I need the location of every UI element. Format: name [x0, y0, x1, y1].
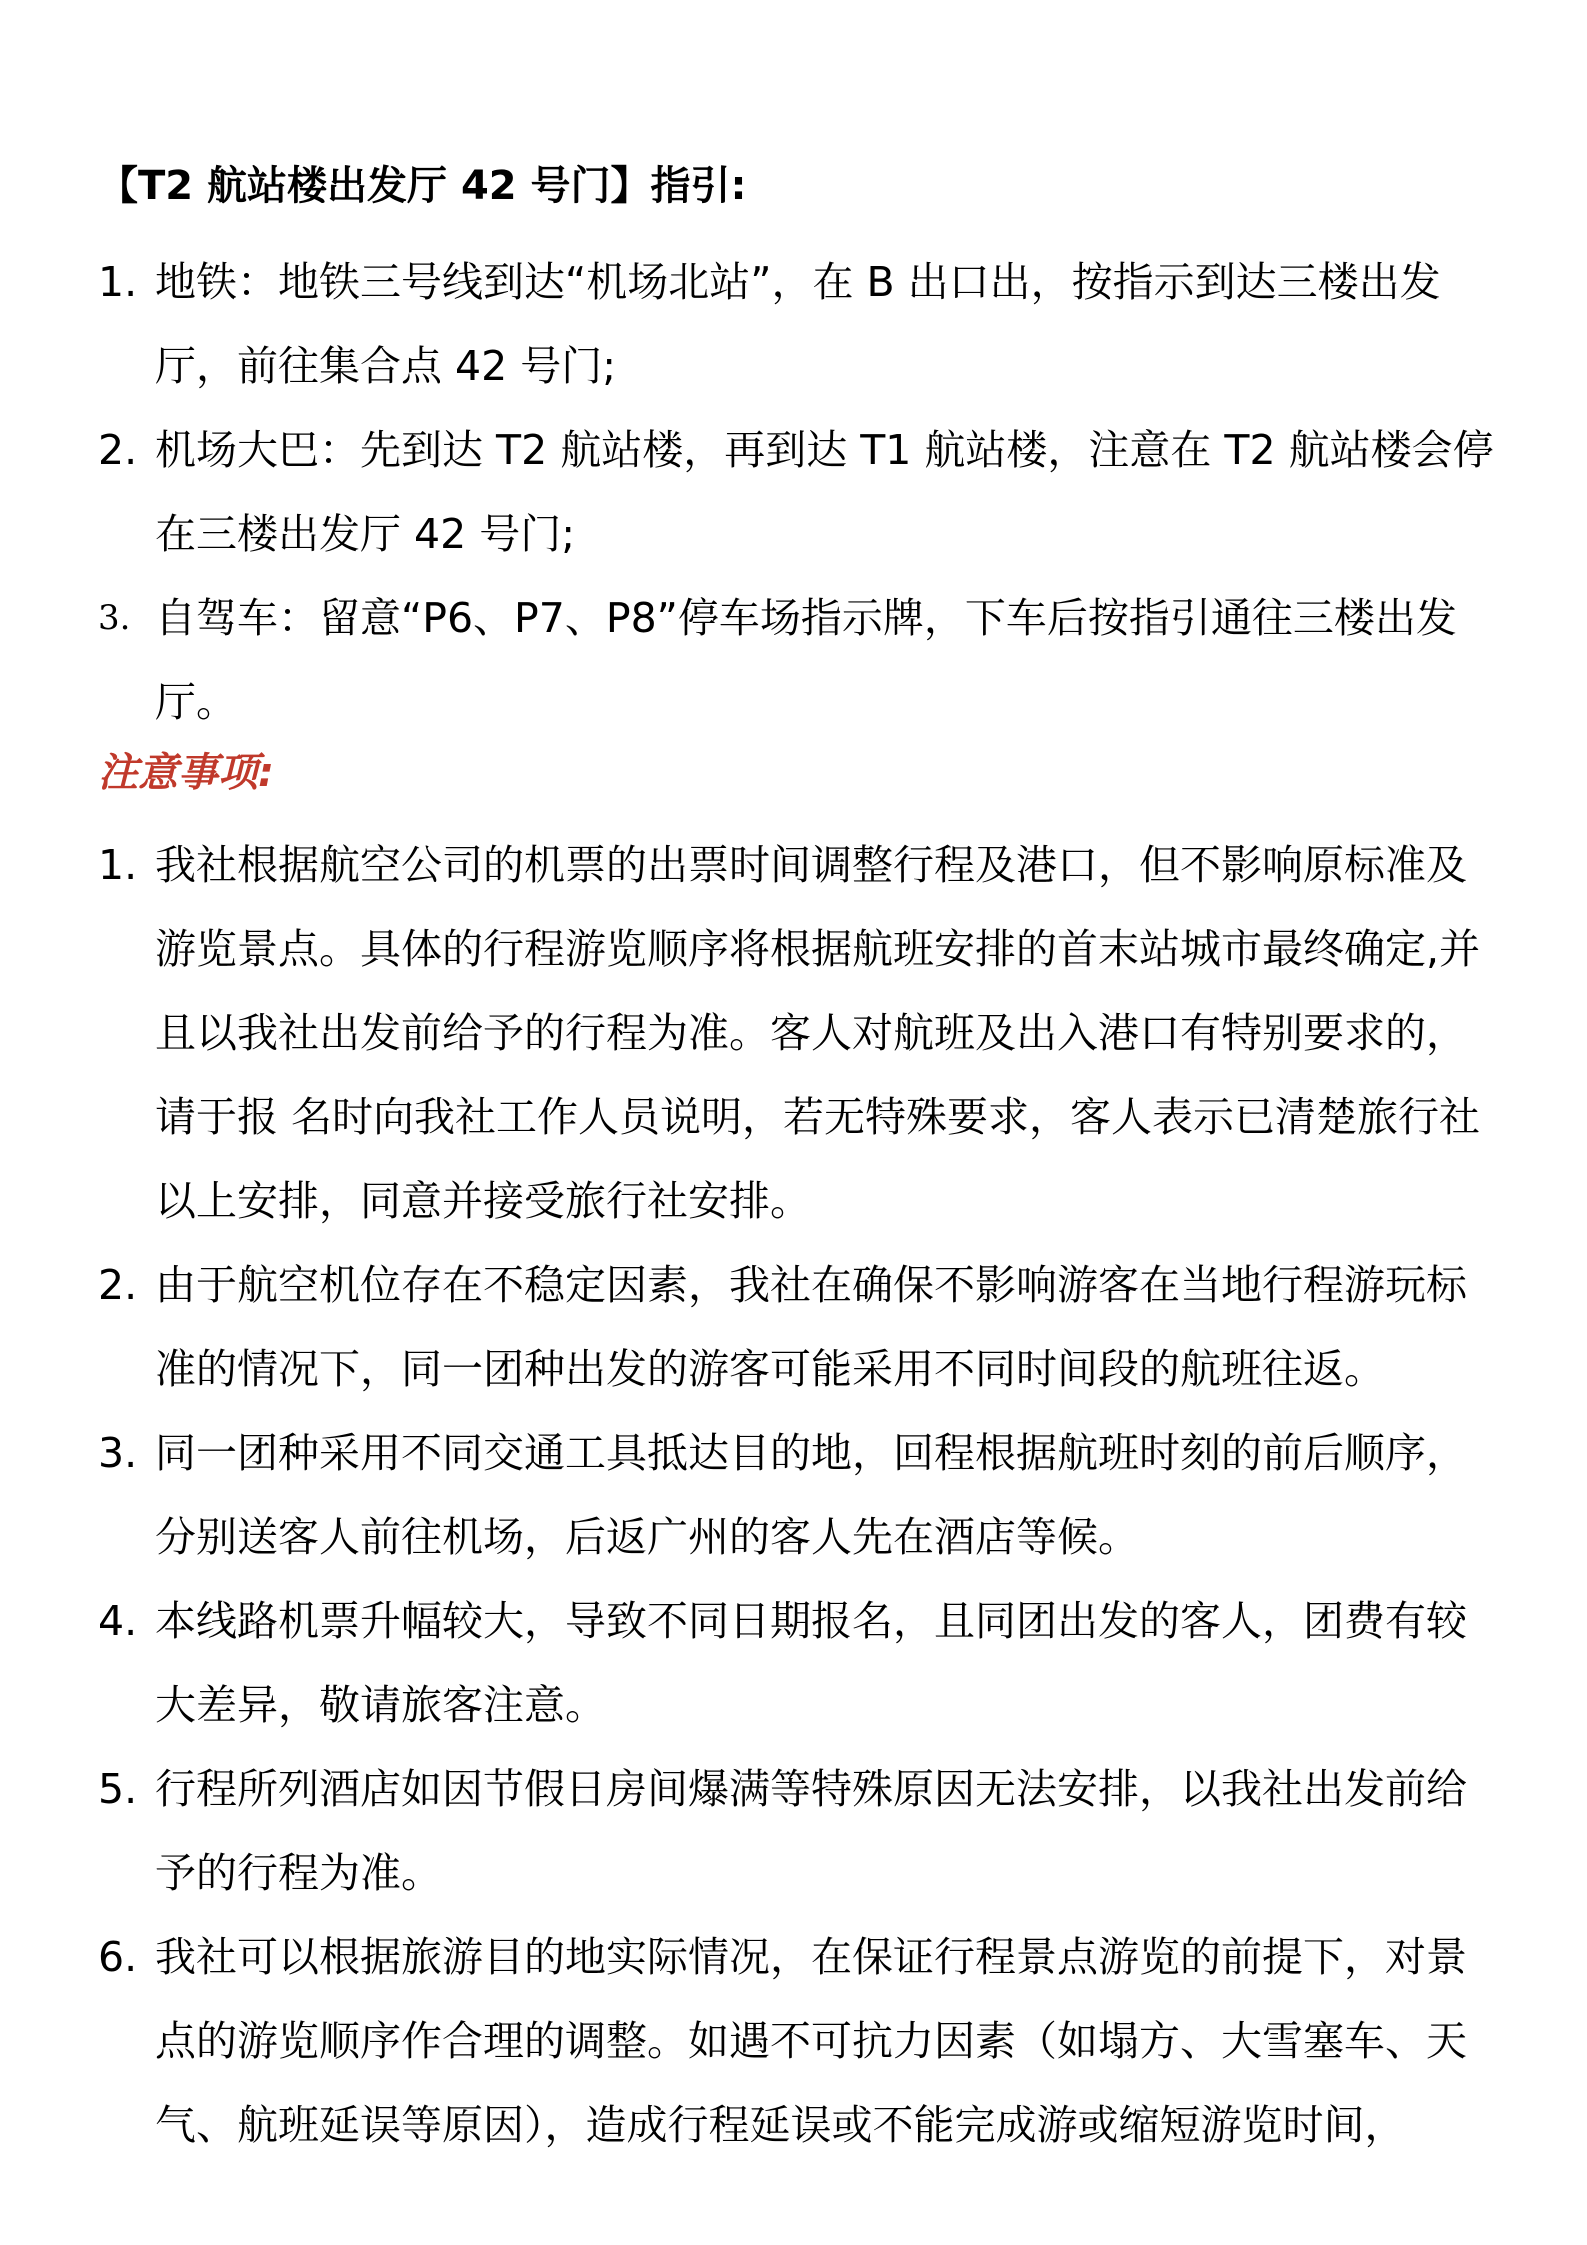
- list-text: 行程所列酒店如因节假日房间爆满等特殊原因无法安排，以我社出发前给予的行程为准。: [155, 1765, 1467, 1897]
- notes-list: [98, 823, 1498, 2167]
- list-text: 同一团种采用不同交通工具抵达目的地，回程根据航班时刻的前后顺序，分别送客人前往机场，后返广州的客人先在酒店等候。: [155, 1429, 1467, 1561]
- list-text: 我社可以根据旅游目的地实际情况，在保证行程景点游览的前提下，对景点的游览顺序作合理的调整。如遇不可抗力因素（如塌方、大雪塞车、天气、航班延误等原因），造成行程延误或不能完成游或缩短游览时间，: [155, 1933, 1467, 2149]
- list-text: 我社根据航空公司的机票的出票时间调整行程及港口，但不影响原标准及游览景点。具体的行程游览顺序将根据航班安排的首末站城市最终确定,并且以我社出发前给予的行程为准。客人对航班及出入港口有特别要求的，请于报 名时向我社工作人员说明，若无特殊要求，客人表示已清楚旅行社以上安排，同意并接受旅行社安排。: [155, 841, 1481, 1225]
- list-text: 由于航空机位存在不稳定因素，我社在确保不影响游客在当地行程游玩标准的情况下，同一团种出发的游客可能采用不同时间段的航班往返。: [155, 1261, 1467, 1393]
- note-item: [98, 1915, 1498, 2167]
- guide-item: [98, 240, 1498, 408]
- guide-list: [98, 240, 1498, 744]
- note-item: [98, 1243, 1498, 1411]
- note-item: [98, 1747, 1498, 1915]
- note-item: [98, 1411, 1498, 1579]
- list-number: 2.: [98, 426, 138, 474]
- section-heading: 【T2 航站楼出发厅 42 号门】指引:: [98, 163, 747, 209]
- list-text: 本线路机票升幅较大，导致不同日期报名，且同团出发的客人，团费有较大差异，敬请旅客注意。: [155, 1597, 1467, 1729]
- note-item: [98, 1579, 1498, 1747]
- list-number: 1.: [98, 258, 138, 306]
- list-number: 4.: [98, 1597, 138, 1645]
- list-number: 6.: [98, 1933, 138, 1981]
- guide-item: [98, 408, 1498, 576]
- list-number: 5.: [98, 1765, 138, 1813]
- note-item: [98, 823, 1498, 1243]
- list-text: 机场大巴：先到达 T2 航站楼，再到达 T1 航站楼，注意在 T2 航站楼会停在三楼出发厅 42 号门;: [155, 426, 1494, 558]
- list-text: 自驾车：留意“P6、P7、P8”停车场指示牌，下车后按指引通往三楼出发厅。: [155, 594, 1457, 726]
- list-text: 地铁：地铁三号线到达“机场北站”，在 B 出口出，按指示到达三楼出发厅，前往集合点 42 号门;: [155, 258, 1441, 390]
- list-number: 2.: [98, 1261, 138, 1309]
- list-number: 3.: [98, 598, 131, 638]
- list-number: 3.: [98, 1429, 138, 1477]
- guide-item: [98, 576, 1498, 744]
- notice-title: 注意事项:: [98, 750, 274, 796]
- list-number: 1.: [98, 841, 138, 889]
